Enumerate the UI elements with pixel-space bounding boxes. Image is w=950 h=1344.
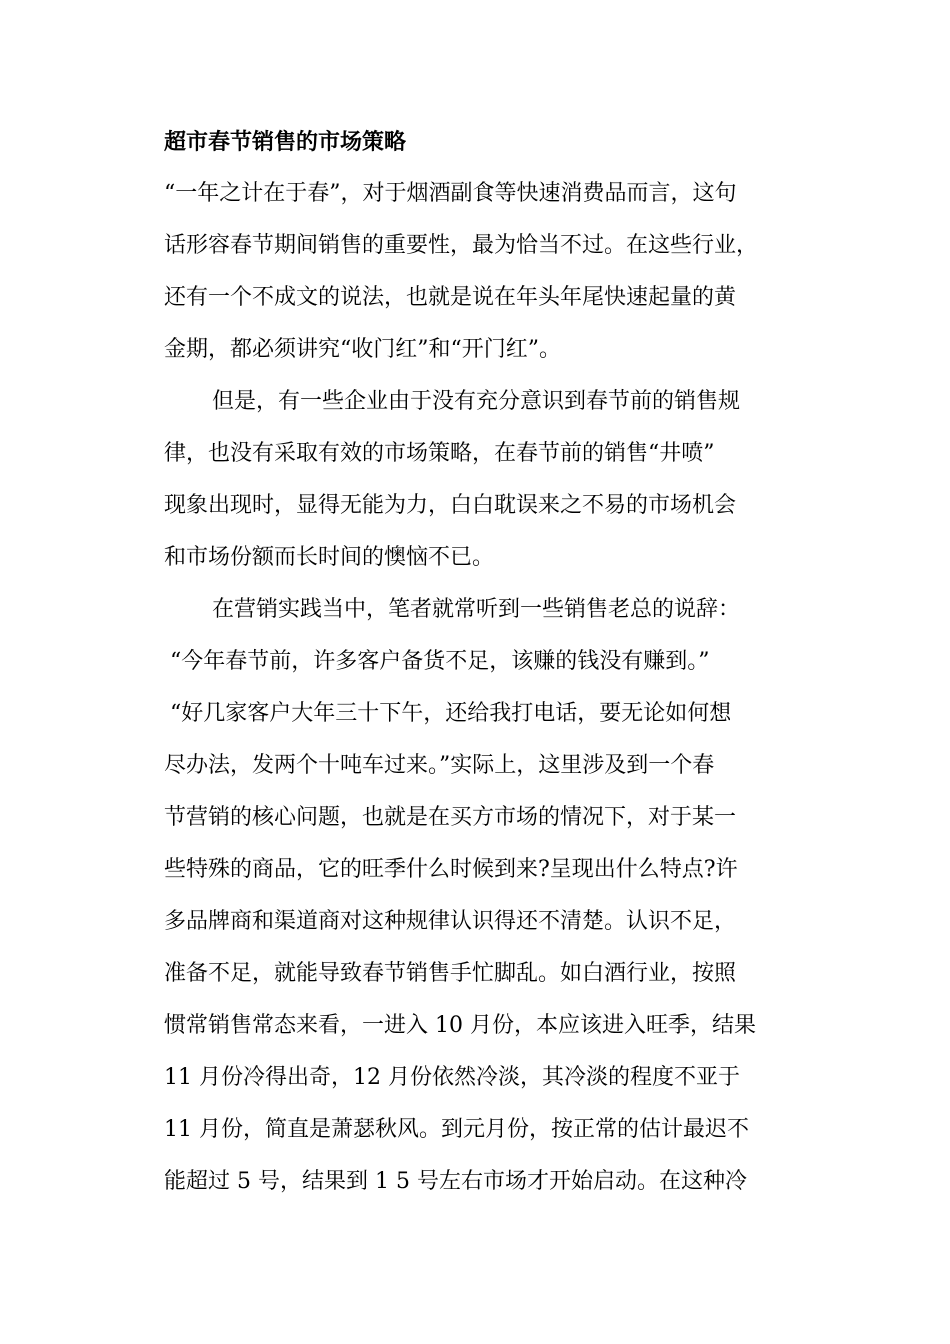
document-title: 超市春节销售的市场策略: [164, 129, 407, 155]
paragraph-line: 现象出现时，显得无能为力，白白耽误来之不易的市场机会: [164, 493, 737, 518]
paragraph-line: 金期，都必须讲究“收门红”和“开门红”。: [164, 337, 561, 362]
paragraph-line: 能超过 5 号，结果到 1 5 号左右市场才开始启动。在这种冷: [164, 1169, 747, 1194]
paragraph-line: 律，也没有采取有效的市场策略，在春节前的销售“井喷”: [164, 441, 715, 466]
paragraph-line: 在营销实践当中，笔者就常听到一些销售老总的说辞：: [212, 597, 741, 622]
paragraph-line: 尽办法，发两个十吨车过来。”实际上，这里涉及到一个春: [164, 753, 715, 778]
paragraph-line: 还有一个不成文的说法，也就是说在年头年尾快速起量的黄: [164, 285, 737, 310]
paragraph-line: “一年之计在于春”，对于烟酒副食等快速消费品而言，这句: [164, 181, 737, 206]
paragraph-line: 话形容春节期间销售的重要性，最为恰当不过。在这些行业，: [164, 233, 759, 258]
paragraph-line: 但是，有一些企业由于没有充分意识到春节前的销售规: [212, 389, 741, 414]
paragraph-line: 节营销的核心问题，也就是在买方市场的情况下，对于某一: [164, 805, 737, 830]
paragraph-line: 些特殊的商品，它的旺季什么时候到来?呈现出什么特点?许: [164, 857, 738, 882]
paragraph-line: 11 月份冷得出奇，12 月份依然冷淡，其冷淡的程度不亚于: [164, 1065, 740, 1090]
paragraph-line: 准备不足，就能导致春节销售手忙脚乱。如白酒行业，按照: [164, 961, 737, 986]
paragraph-line: 多品牌商和渠道商对这种规律认识得还不清楚。认识不足，: [164, 909, 737, 934]
paragraph-line: “今年春节前，许多客户备货不足，该赚的钱没有赚到。”: [170, 649, 710, 674]
paragraph-line: 11 月份，简直是萧瑟秋风。到元月份，按正常的估计最迟不: [164, 1117, 749, 1142]
paragraph-line: 惯常销售常态来看，一进入 10 月份，本应该进入旺季，结果: [164, 1013, 756, 1038]
paragraph-line: “好几家客户大年三十下午，还给我打电话，要无论如何想: [170, 701, 732, 726]
paragraph-line: 和市场份额而长时间的懊恼不已。: [164, 545, 495, 570]
